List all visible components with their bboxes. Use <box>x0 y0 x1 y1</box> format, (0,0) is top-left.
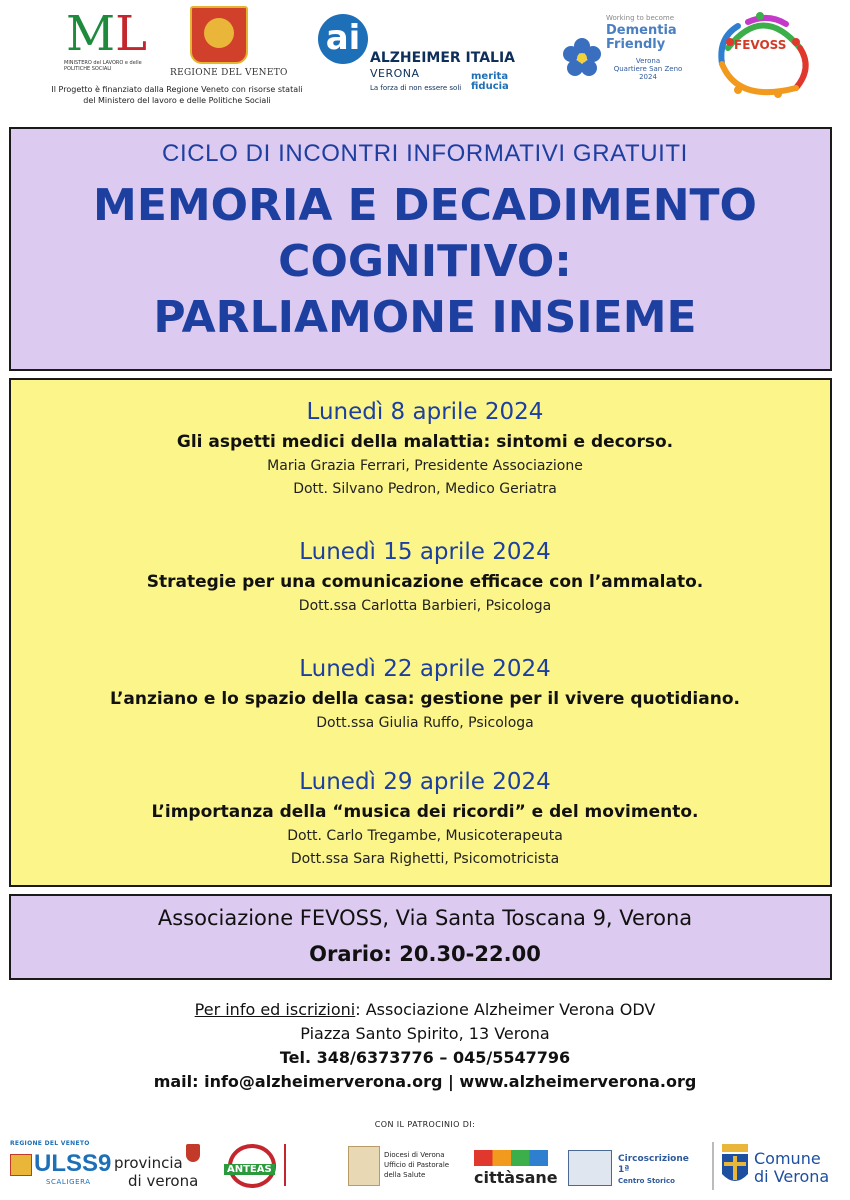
patronage-label: CON IL PATROCINIO DI: <box>374 1120 476 1129</box>
regione-veneto-name: REGIONE DEL VENETO <box>170 68 288 78</box>
main-title <box>0 178 850 346</box>
event-date: Lunedì 29 aprile 2024 <box>299 769 551 795</box>
event-title: L’importanza della “musica dei ricordi” e del movimento. <box>151 802 699 822</box>
funding-note: Il Progetto è finanziato dalla Regione Veneto con risorse statali del Ministero del lavoro e delle Politiche Sociali <box>51 85 303 105</box>
info-web: mail: info@alzheimerverona.org | www.alzheimerverona.org <box>153 1072 697 1091</box>
contact-info <box>0 998 850 1094</box>
comune-verona-logo: Comune di Verona <box>712 1140 842 1192</box>
ministero-name: MINISTERO del LAVORO e delle POLITICHE SOCIALI <box>64 60 142 72</box>
info-address: Piazza Santo Spirito, 13 Verona <box>300 1024 550 1043</box>
main-title-line1: MEMORIA E DECADIMENTO <box>93 180 757 231</box>
alzheimer-tagline: La forza di non essere soli <box>370 84 462 92</box>
event-speaker: Dott.ssa Giulia Ruffo, Psicologa <box>316 715 534 731</box>
forget-me-not-icon <box>560 36 604 80</box>
alzheimer-italia-logo <box>318 12 543 96</box>
diocesi-icon <box>348 1146 380 1186</box>
ulss-lion-icon <box>10 1154 32 1176</box>
main-title-line2: COGNITIVO: <box>278 236 572 287</box>
dementia-name: Dementia Friendly <box>606 23 677 52</box>
location-hours: Orario: 20.30-22.00 <box>309 942 541 966</box>
event-date: Lunedì 22 aprile 2024 <box>299 656 551 682</box>
alzheimer-city: VERONA <box>370 67 420 80</box>
event-title: Strategie per una comunicazione efficace con l’ammalato. <box>146 572 704 592</box>
alzheimer-name: ALZHEIMER ITALIA <box>370 50 516 66</box>
event-3 <box>0 654 850 735</box>
provincia-verona-logo: provincia di verona <box>114 1140 210 1192</box>
contact-org-line <box>0 998 850 1022</box>
event-4 <box>0 767 850 871</box>
info-label: Per info ed iscrizioni <box>194 1000 356 1019</box>
event-2 <box>0 537 850 618</box>
event-speaker: Dott.ssa Sara Righetti, Psicomotricista <box>290 851 560 867</box>
event-1 <box>0 397 850 501</box>
event-speaker: Dott.ssa Carlotta Barbieri, Psicologa <box>298 598 552 614</box>
citta-sane-logo: cittàsane <box>472 1140 552 1192</box>
ulss9-logo: REGIONE DEL VENETO ULSS9 SCALIGERA <box>10 1140 112 1186</box>
event-date: Lunedì 15 aprile 2024 <box>299 539 551 565</box>
regione-veneto-lion-icon <box>190 6 248 64</box>
dementia-friendly-logo <box>560 14 690 98</box>
fevoss-label: FEVOSS <box>734 38 787 52</box>
ministero-logo: ML <box>66 6 148 62</box>
event-speaker: Dott. Silvano Pedron, Medico Geriatra <box>293 481 557 497</box>
anteas-logo: ANTEAS <box>222 1140 326 1192</box>
event-title: L’anziano e lo spazio della casa: gestione per il vivere quotidiano. <box>110 689 740 709</box>
merita-fiducia-badge: merita fiducia <box>471 71 509 92</box>
anteas-text-block <box>284 1144 324 1186</box>
provincia-crest-icon <box>186 1144 200 1162</box>
dementia-sub: Verona Quartiere San Zeno 2024 <box>613 57 683 81</box>
main-title-line3: PARLIAMONE INSIEME <box>153 292 697 343</box>
info-org: : Associazione Alzheimer Verona ODV <box>355 1000 656 1019</box>
title-subtitle: CICLO DI INCONTRI INFORMATIVI GRATUITI <box>162 140 688 167</box>
people-circle-icon <box>708 8 818 104</box>
dementia-small-text: Working to become <box>606 14 675 22</box>
diocesi-verona-logo: Diocesi di Verona Ufficio di Pastorale della Salute <box>346 1140 456 1192</box>
location-address: Associazione FEVOSS, Via Santa Toscana 9, Verona <box>157 906 693 930</box>
info-phone: Tel. 348/6373776 – 045/5547796 <box>279 1048 571 1067</box>
citta-sane-colors <box>474 1150 548 1166</box>
fevoss-logo <box>708 8 818 104</box>
comune-crest-icon <box>720 1144 750 1188</box>
circoscrizione-logo: Circoscrizione 1ª Centro Storico <box>568 1140 698 1192</box>
circoscrizione-icon <box>568 1150 612 1186</box>
event-title: Gli aspetti medici della malattia: sintomi e decorso. <box>176 432 674 452</box>
alzheimer-mark-icon: ai <box>318 14 368 64</box>
event-speaker: Maria Grazia Ferrari, Presidente Associazione <box>267 458 583 474</box>
event-date: Lunedì 8 aprile 2024 <box>306 399 544 425</box>
event-speaker: Dott. Carlo Tregambe, Musicoterapeuta <box>287 828 563 844</box>
header-logos-left <box>22 6 332 105</box>
